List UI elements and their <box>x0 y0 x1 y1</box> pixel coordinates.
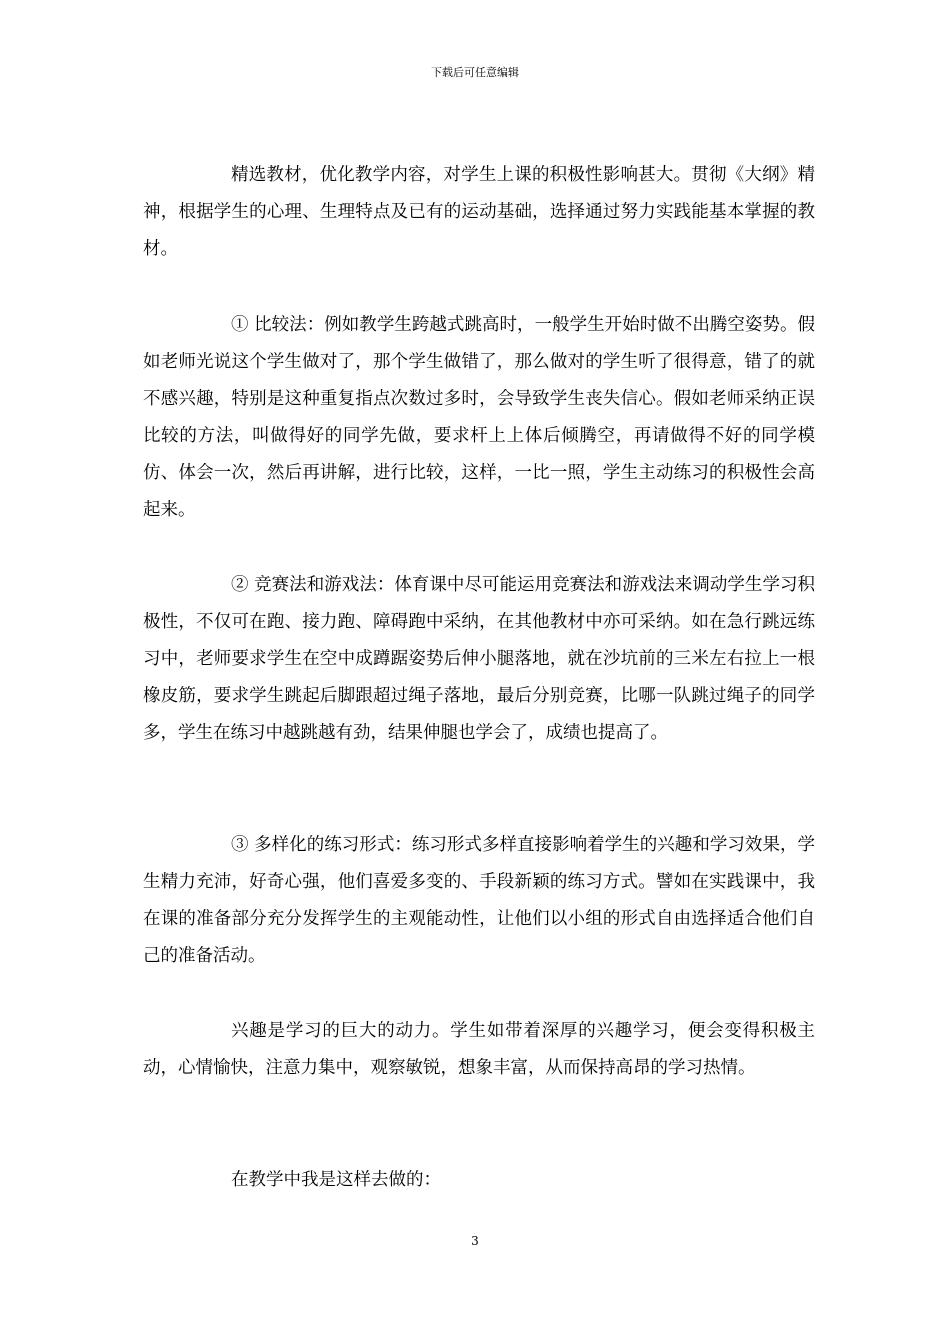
page-number: 3 <box>471 1234 479 1248</box>
paragraph-interest-motivation: 兴趣是学习的巨大的动力。学生如带着深厚的兴趣学习，便会变得积极主动，心情愉快，注意力集中，观察敏锐，想象丰富，从而保持高昂的学习热情。 <box>143 1021 815 1078</box>
paragraph-teaching-approach: 在教学中我是这样去做的： <box>231 1170 441 1190</box>
paragraph-comparison-method: ① 比较法：例如教学生跨越式跳高时，一般学生开始时做不出腾空姿势。假如老师光说这个学生做对了，那个学生做错了，那么做对的学生听了很得意，错了的就不感兴趣，特别是这种重复指点次数过多时，会导致学生丧失信心。假如老师采纳正误比较的方法，叫做得好的同学先做，要求杆上上体后倾腾空，再请做得不好的同学模仿、体会一次，然后再讲解，进行比较，这样，一比一照，学生主动练习的积极性会高起来。 <box>143 315 815 520</box>
paragraph-competition-game-method: ② 竞赛法和游戏法：体育课中尽可能运用竞赛法和游戏法来调动学生学习积极性，不仅可在跑、接力跑、障碍跑中采纳，在其他教材中亦可采纳。如在急行跳远练习中，老师要求学生在空中成蹲踞姿势后伸小腿落地，就在沙坑前的三米左右拉上一根橡皮筋，要求学生跳起后脚跟超过绳子落地，最后分别竞赛，比哪一队跳过绳子的同学多，学生在练习中越跳越有劲，结果伸腿也学会了，成绩也提高了。 <box>143 575 815 743</box>
page-header: 下载后可任意编辑 <box>431 66 519 79</box>
paragraph-textbook-selection: 精选教材，优化教学内容，对学生上课的积极性影响甚大。贯彻《大纲》精神，根据学生的心理、生理特点及已有的运动基础，选择通过努力实践能基本掌握的教材。 <box>143 165 815 259</box>
paragraph-varied-practice: ③ 多样化的练习形式：练习形式多样直接影响着学生的兴趣和学习效果，学生精力充沛，好奇心强，他们喜爱多变的、手段新颖的练习方式。譬如在实践课中，我在课的准备部分充分发挥学生的主观能动性，让他们以小组的形式自由选择适合他们自己的准备活动。 <box>143 835 815 966</box>
